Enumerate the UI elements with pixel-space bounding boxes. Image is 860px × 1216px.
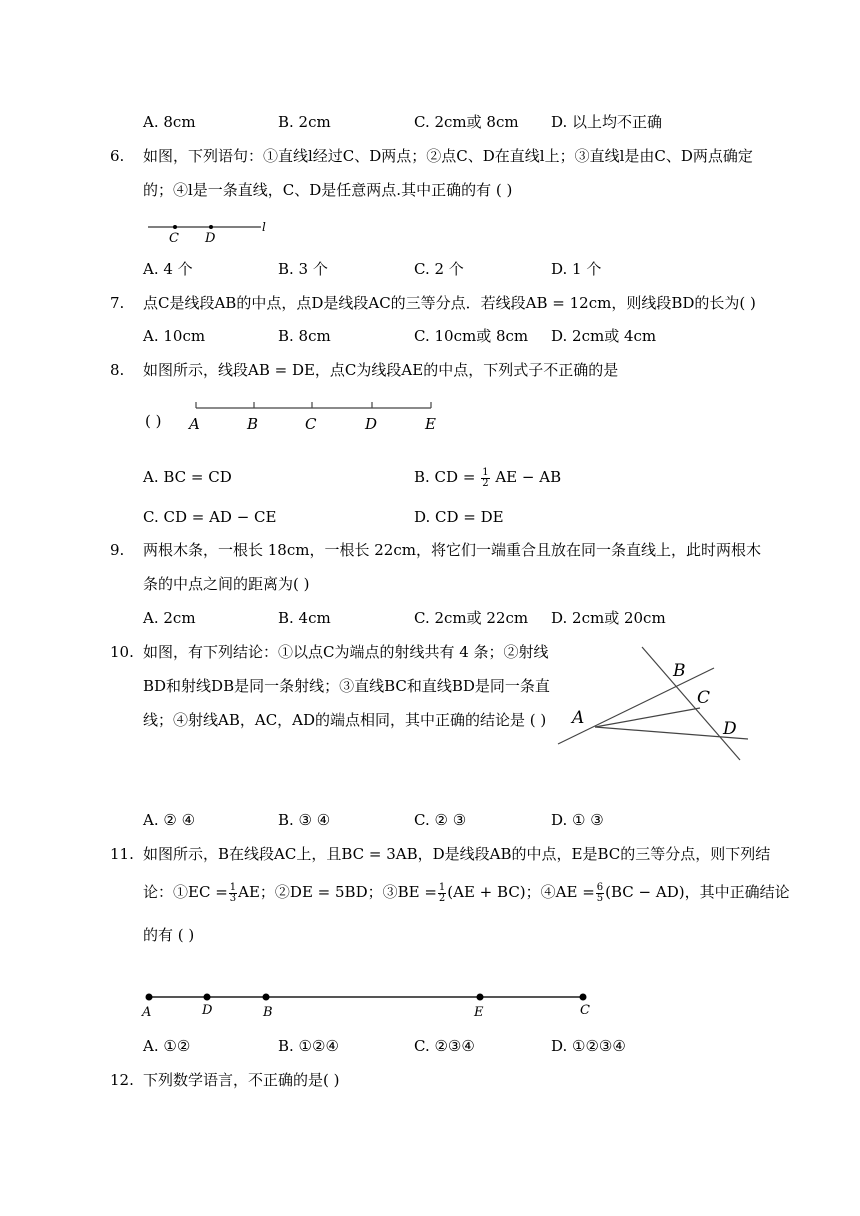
- q6-label-l: l: [262, 220, 266, 234]
- q11-line2-b: AE；②DE = 5BD；③BE =: [238, 883, 437, 901]
- q6-figure: [143, 215, 273, 247]
- q8-label-e: E: [425, 415, 436, 433]
- q7-option-d: D. 2cm或 4cm: [551, 327, 657, 345]
- q10-option-a: A. ② ④: [143, 811, 196, 829]
- q8-label-b: B: [247, 415, 259, 433]
- q5-option-b: B. 2cm: [278, 113, 331, 131]
- q11-frac3-num: 6: [596, 881, 604, 893]
- q7-line1: 点C是线段AB的中点，点D是线段AC的三等分点．若线段AB = 12cm，则线段BD的长为( ): [143, 294, 756, 312]
- q11-label-a: A: [142, 1005, 152, 1020]
- q11-label-e: E: [474, 1005, 484, 1020]
- q8-option-d: D. CD = DE: [414, 508, 504, 526]
- q11-label-d: D: [202, 1003, 213, 1018]
- q11-option-d: D. ①②③④: [551, 1037, 626, 1055]
- q9-option-b: B. 4cm: [278, 609, 331, 627]
- q10-label-a: A: [572, 708, 585, 728]
- q7-number: 7.: [110, 294, 125, 312]
- q8-line1: 如图所示，线段AB = DE，点C为线段AE的中点，下列式子不正确的是: [143, 361, 619, 379]
- q11-line2-a: 论：①EC =: [143, 883, 228, 901]
- q8-option-b-fraction: [481, 468, 489, 489]
- q6-option-d: D. 1 个: [551, 260, 602, 278]
- q8-paren: ( ): [145, 412, 162, 430]
- q9-option-d: D. 2cm或 20cm: [551, 609, 666, 627]
- q11-option-c: C. ②③④: [414, 1037, 475, 1055]
- q6-number: 6.: [110, 147, 125, 165]
- q7-option-c: C. 10cm或 8cm: [414, 327, 529, 345]
- q8-figure: [185, 398, 440, 436]
- q5-option-d: D. 以上均不正确: [551, 113, 663, 131]
- q11-line1: 如图所示，B在线段AC上，且BC = 3AB，D是线段AB的中点，E是BC的三等分点，则下列结: [143, 845, 771, 863]
- q10-line1: 如图，有下列结论：①以点C为端点的射线共有 4 条；②射线: [143, 643, 549, 661]
- q10-label-b: B: [673, 661, 686, 681]
- q8-option-a: A. BC = CD: [143, 468, 232, 486]
- q11-number: 11.: [110, 845, 134, 863]
- q11-frac2-num: 1: [438, 881, 446, 893]
- q10-label-c: C: [697, 688, 711, 708]
- q6-label-c: C: [169, 231, 179, 246]
- q11-frac1-num: 1: [229, 881, 237, 893]
- q8-option-b-den: 2: [482, 477, 489, 489]
- q10-figure: [550, 640, 755, 765]
- q10-option-c: C. ② ③: [414, 811, 467, 829]
- q11-line2-c: (AE + BC)；④AE =: [447, 883, 595, 901]
- q10-number: 10.: [110, 643, 134, 661]
- q10-line3: 线；④射线AB，AC，AD的端点相同，其中正确的结论是 ( ): [143, 711, 547, 729]
- q11-frac3-den: 5: [596, 892, 604, 904]
- q11-option-b: B. ①②④: [278, 1037, 339, 1055]
- q9-line2: 条的中点之间的距离为( ): [143, 575, 310, 593]
- q10-line2: BD和射线DB是同一条射线；③直线BC和直线BD是同一条直: [143, 677, 550, 695]
- q11-label-b: B: [263, 1005, 273, 1020]
- q11-line3: 的有 ( ): [143, 926, 195, 944]
- q8-option-b-post: AE − AB: [495, 468, 562, 486]
- q11-frac2: [438, 883, 446, 904]
- q5-option-c: C. 2cm或 8cm: [414, 113, 519, 131]
- q6-option-a: A. 4 个: [143, 260, 193, 278]
- q10-label-d: D: [723, 719, 737, 739]
- q11-line2-d: (BC − AD)，其中正确结论: [605, 883, 790, 901]
- q6-option-b: B. 3 个: [278, 260, 328, 278]
- q8-option-b-pre: B. CD =: [414, 468, 476, 486]
- q11-label-c: C: [580, 1003, 590, 1018]
- q6-line1: 如图，下列语句：①直线l经过C、D两点；②点C、D在直线l上；③直线l是由C、D两点确定: [143, 147, 753, 165]
- q10-option-b: B. ③ ④: [278, 811, 331, 829]
- q8-label-c: C: [305, 415, 317, 433]
- q11-line2: [143, 882, 790, 904]
- q5-option-a: A. 8cm: [143, 113, 196, 131]
- q8-label-d: D: [365, 415, 378, 433]
- q9-line1: 两根木条，一根长 18cm，一根长 22cm，将它们一端重合且放在同一条直线上，此时两根木: [143, 541, 761, 559]
- q7-option-b: B. 8cm: [278, 327, 331, 345]
- q8-option-b: [414, 467, 561, 489]
- q6-label-d: D: [205, 231, 216, 246]
- q6-option-c: C. 2 个: [414, 260, 464, 278]
- q8-number: 8.: [110, 361, 125, 379]
- q11-frac2-den: 2: [438, 892, 446, 904]
- q11-frac1: [229, 883, 237, 904]
- q12-line1: 下列数学语言，不正确的是( ): [143, 1071, 340, 1089]
- q6-line2: 的；④l是一条直线，C、D是任意两点.其中正确的有 ( ): [143, 181, 513, 199]
- q12-number: 12.: [110, 1071, 134, 1089]
- q11-frac3: [596, 883, 604, 904]
- q9-option-a: A. 2cm: [143, 609, 196, 627]
- q9-option-c: C. 2cm或 22cm: [414, 609, 529, 627]
- q8-option-b-num: 1: [482, 466, 489, 478]
- q7-option-a: A. 10cm: [143, 327, 206, 345]
- q10-option-d: D. ① ③: [551, 811, 604, 829]
- q11-option-a: A. ①②: [143, 1037, 191, 1055]
- q8-label-a: A: [189, 415, 200, 433]
- q11-frac1-den: 3: [229, 892, 237, 904]
- q8-option-c: C. CD = AD − CE: [143, 508, 277, 526]
- q9-number: 9.: [110, 541, 125, 559]
- q11-figure: [140, 988, 600, 1022]
